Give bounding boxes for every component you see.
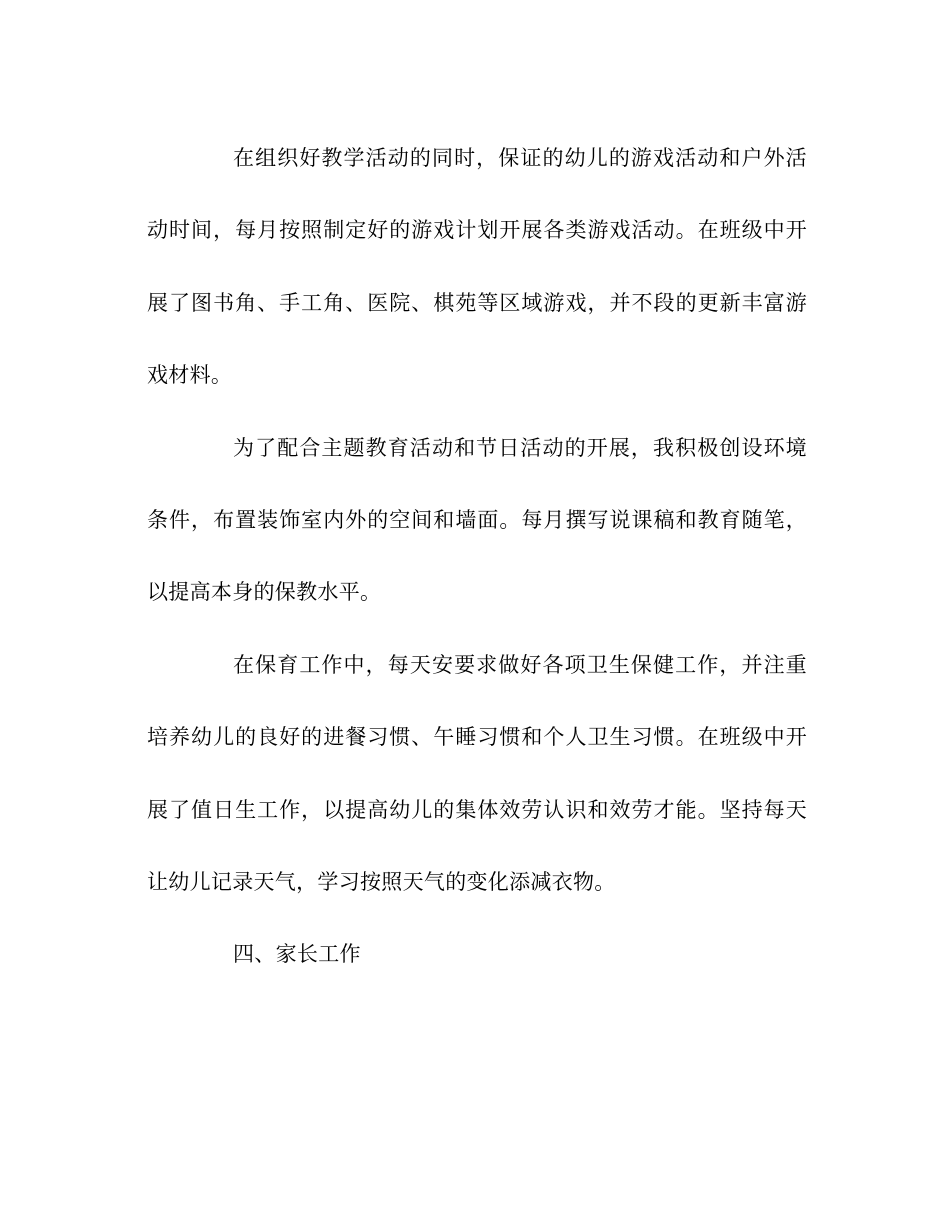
paragraph-line: 戏材料。 [147,363,233,388]
paragraph-line: 以提高本身的保教水平。 [147,580,382,605]
paragraph-line: 在组织好教学活动的同时，保证的幼儿的游戏活动和户外活 [233,146,807,170]
paragraph-line: 让幼儿记录天气，学习按照天气的变化添减衣物。 [147,869,616,894]
paragraph-line: 培养幼儿的良好的进餐习惯、午睡习惯和个人卫生习惯。在班级中开 [147,725,807,750]
paragraph-1 [147,133,807,423]
paragraph-2 [147,423,807,640]
paragraph-line: 展了图书角、手工角、医院、棋苑等区域游戏，并不段的更新丰富游 [147,290,807,315]
paragraph-line: 在保育工作中，每天安要求做好各项卫生保健工作，并注重 [233,652,807,677]
document-body [147,133,807,1002]
paragraph-line: 动时间，每月按照制定好的游戏计划开展各类游戏活动。在班级中开 [147,218,807,243]
section-heading-text: 四、家长工作 [233,942,361,967]
paragraph-line: 为了配合主题教育活动和节日活动的开展，我积极创设环境 [233,435,807,460]
paragraph-line: 展了值日生工作，以提高幼儿的集体效劳认识和效劳才能。坚持每天 [147,797,807,822]
paragraph-line: 条件，布置装饰室内外的空间和墙面。每月撰写说课稿和教育随笔， [147,507,807,532]
section-heading [147,929,807,1001]
paragraph-3 [147,640,807,930]
